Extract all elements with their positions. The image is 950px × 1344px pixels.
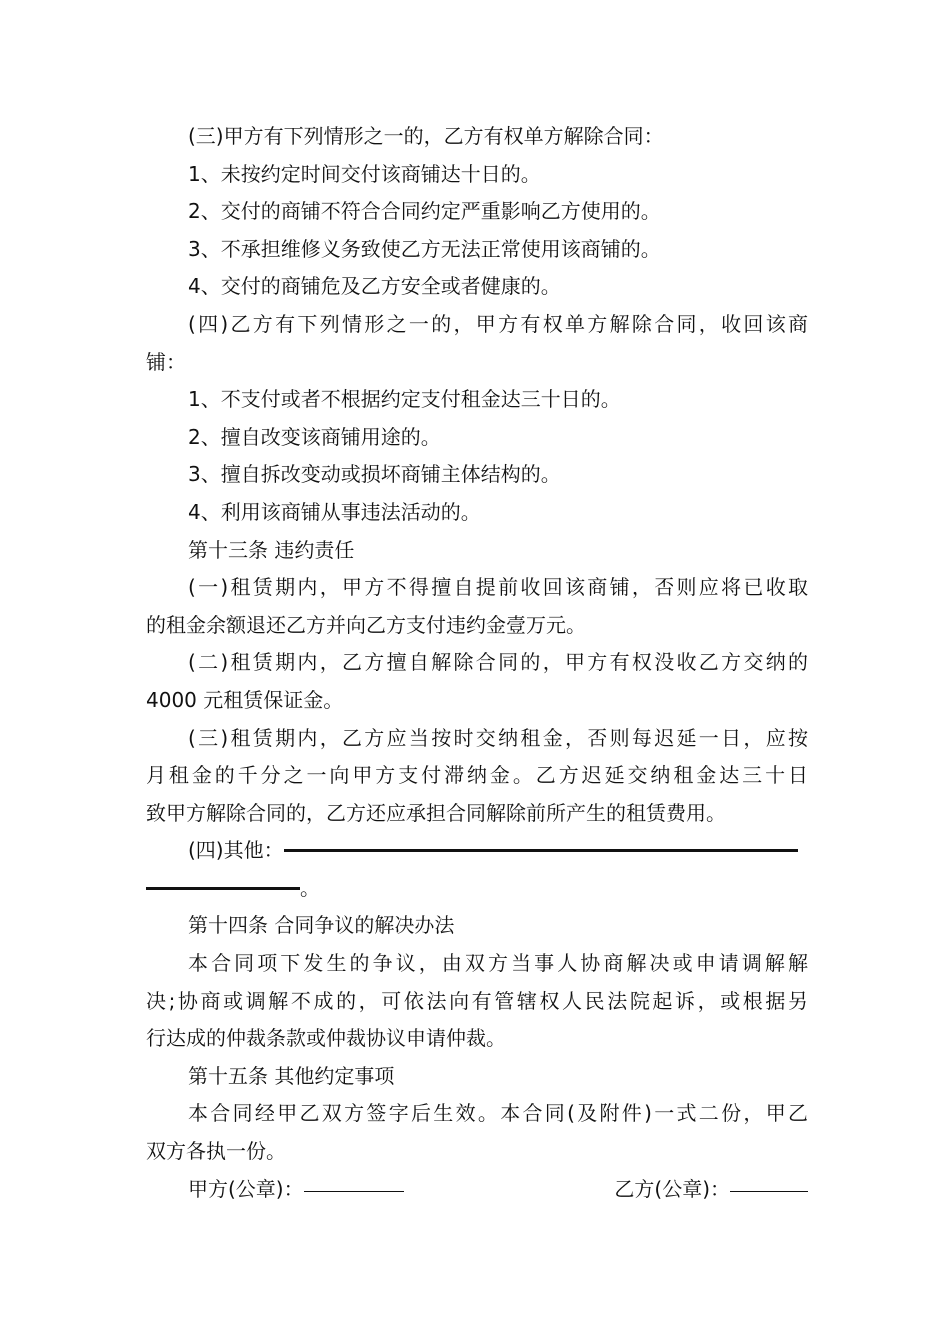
- clause-4-item-2: 2、擅自改变该商铺用途的。: [188, 424, 441, 449]
- clause-4-item-1: 1、不支付或者不根据约定支付租金达三十日的。: [188, 387, 621, 412]
- clause-3-item-2: 2、交付的商铺不符合合同约定严重影响乙方使用的。: [188, 199, 661, 224]
- article-14-para-line-1: 本合同项下发生的争议，由双方当事人协商解决或申请调解解: [188, 951, 808, 976]
- article-13-title: 第十三条 违约责任: [188, 537, 355, 562]
- article-13-para-1-line-1: (一)租赁期内，甲方不得擅自提前收回该商铺，否则应将已收取: [188, 575, 808, 600]
- article-13-para-3-line-2: 月租金的千分之一向甲方支付滞纳金。乙方迟延交纳租金达三十日: [146, 763, 808, 788]
- fill-in-blank: [284, 849, 798, 852]
- clause-3-item-3: 3、不承担维修义务致使乙方无法正常使用该商铺的。: [188, 236, 661, 261]
- article-13-para-2-line-1: (二)租赁期内，乙方擅自解除合同的，甲方有权没收乙方交纳的: [188, 650, 808, 675]
- other-line-end: 。: [300, 875, 320, 900]
- article-13-para-4-line-2: [146, 870, 808, 908]
- clause-3-heading: (三)甲方有下列情形之一的，乙方有权单方解除合同：: [188, 124, 664, 148]
- clause-3-item-4: 4、交付的商铺危及乙方安全或者健康的。: [188, 274, 561, 299]
- document-body: [146, 118, 808, 1208]
- clause-4-heading-line-1: (四)乙方有下列情形之一的，甲方有权单方解除合同，收回该商: [188, 311, 808, 336]
- party-a-blank: [304, 1191, 404, 1192]
- party-a-signature: [188, 1171, 404, 1209]
- other-label: (四)其他：: [188, 838, 284, 863]
- article-13-para-3-line-3: 致甲方解除合同的，乙方还应承担合同解除前所产生的租赁费用。: [146, 800, 726, 825]
- article-13-para-2-line-2: 4000 元租赁保证金。: [146, 687, 344, 712]
- article-14-para-line-2: 决;协商或调解不成的，可依法向有管辖权人民法院起诉，或根据另: [146, 988, 808, 1013]
- clause-4-heading-line-2: 铺：: [146, 349, 186, 374]
- article-13-para-3-line-1: (三)租赁期内，乙方应当按时交纳租金，否则每迟延一日，应按: [188, 725, 808, 750]
- clause-4-item-4: 4、利用该商铺从事违法活动的。: [188, 499, 481, 524]
- article-14-title: 第十四条 合同争议的解决办法: [188, 913, 455, 938]
- party-b-label: 乙方(公章)：: [614, 1176, 730, 1201]
- party-b-blank: [730, 1191, 808, 1192]
- article-14-para-line-3: 行达成的仲裁条款或仲裁协议申请仲裁。: [146, 1026, 506, 1051]
- article-15-para-line-2: 双方各执一份。: [146, 1139, 286, 1164]
- signature-row: [146, 1171, 808, 1209]
- fill-in-blank-continued: [146, 887, 300, 890]
- party-a-label: 甲方(公章)：: [188, 1176, 304, 1201]
- clause-3-item-1: 1、未按约定时间交付该商铺达十日的。: [188, 161, 541, 186]
- article-13-para-1-line-2: 的租金余额退还乙方并向乙方支付违约金壹万元。: [146, 612, 586, 637]
- article-15-para-line-1: 本合同经甲乙双方签字后生效。本合同(及附件)一式二份，甲乙: [188, 1101, 808, 1126]
- article-13-para-4-line-1: [146, 832, 808, 870]
- party-b-signature: [614, 1171, 808, 1209]
- article-15-title: 第十五条 其他约定事项: [188, 1063, 395, 1088]
- clause-4-item-3: 3、擅自拆改变动或损坏商铺主体结构的。: [188, 462, 561, 487]
